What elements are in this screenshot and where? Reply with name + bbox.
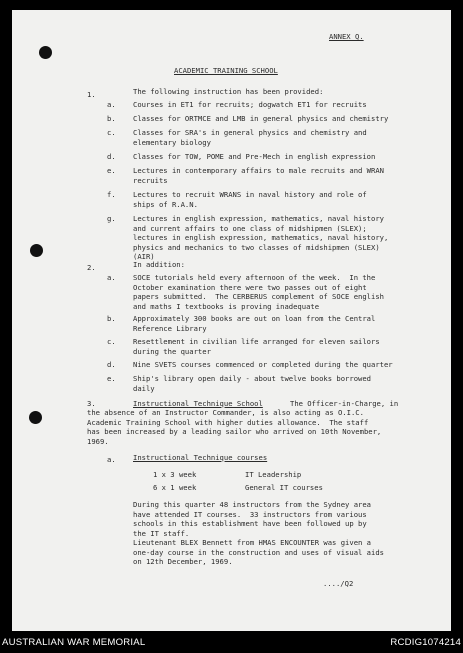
footer-id: RCDIG1074214 [390, 637, 461, 648]
punch-hole [29, 411, 42, 424]
list-item: Lectures to recruit WRANS in naval history and role of ships of R.A.N. [133, 190, 367, 209]
item-letter: e. [107, 166, 116, 175]
list-item: Classes for TOW, POME and Pre-Mech in english expression [133, 152, 376, 161]
item-letter: c. [107, 337, 116, 346]
punch-hole [30, 244, 43, 257]
section-number: 3. [87, 399, 96, 408]
course-duration: 1 x 3 week [153, 470, 197, 479]
course-duration: 6 x 1 week [153, 483, 197, 492]
document-page [12, 10, 451, 631]
item-letter: g. [107, 214, 116, 223]
item-letter: a. [107, 273, 116, 282]
list-item: Ship's library open daily - about twelve books borrowed daily [133, 374, 371, 393]
item-letter: a. [107, 100, 116, 109]
paragraph: Lieutenant BLEX Bennett from HMAS ENCOUNTER was given a one-day course in the construction and uses of visual aids on 12th December, 1969. [133, 538, 384, 567]
item-letter: f. [107, 190, 116, 199]
paragraph: The Officer-in-Charge, in [290, 399, 399, 408]
item-letter: d. [107, 152, 116, 161]
list-item: Lectures in contemporary affairs to male recruits and WRAN recruits [133, 166, 384, 185]
punch-hole [39, 46, 52, 59]
list-item: SOCE tutorials held every afternoon of the week. In the October examination there were two passes out of eight papers submitted. The CERBERUS complement of SOCE english and maths I textbooks is proving inadequate [133, 273, 384, 311]
list-item: Nine SVETS courses commenced or completed during the quarter [133, 360, 393, 369]
continuation-marker: ..../Q2 [323, 579, 354, 588]
list-item: Classes for ORTMCE and LMB in general physics and chemistry [133, 114, 389, 123]
footer-source: AUSTRALIAN WAR MEMORIAL [2, 637, 146, 648]
section-number: 1. [87, 90, 96, 99]
course-name: IT Leadership [245, 470, 302, 479]
section-intro: In addition: [133, 260, 185, 269]
list-item: Classes for SRA's in general physics and chemistry and elementary biology [133, 128, 367, 147]
item-letter: b. [107, 114, 116, 123]
list-item: Lectures in english expression, mathematics, naval history and current affairs to one class of midshipmen (SLEX); lectures in english expression, mathematics, naval history, physics and mechanics to two classes of midshipmen (SLEX) (AIR) [133, 214, 389, 262]
section-intro: The following instruction has been provided: [133, 87, 324, 96]
item-letter: c. [107, 128, 116, 137]
subsection-heading: Instructional Technique courses [133, 453, 268, 462]
annex-label: ANNEX Q. [329, 32, 364, 41]
list-item: Approximately 300 books are out on loan from the Central Reference Library [133, 314, 376, 333]
list-item: Resettlement in civilian life arranged for eleven sailors during the quarter [133, 337, 380, 356]
item-letter: a. [107, 455, 116, 464]
list-item: Courses in ET1 for recruits; dogwatch ET1 for recruits [133, 100, 367, 109]
course-name: General IT courses [245, 483, 323, 492]
paragraph: During this quarter 48 instructors from the Sydney area have attended IT courses. 33 instructors from various schools in this establishment have been followed up by the IT staff. [133, 500, 371, 538]
item-letter: b. [107, 314, 116, 323]
item-letter: d. [107, 360, 116, 369]
archive-footer [0, 631, 463, 653]
section-number: 2. [87, 263, 96, 272]
section-heading: Instructional Technique School [133, 399, 263, 408]
item-letter: e. [107, 374, 116, 383]
document-title: ACADEMIC TRAINING SCHOOL [174, 66, 278, 75]
paragraph: the absence of an Instructor Commander, is also acting as O.I.C. Academic Training School with higher duties allowance. The staff has been increased by a leading sailor who arrived on 10th November, 1969. [87, 408, 382, 446]
